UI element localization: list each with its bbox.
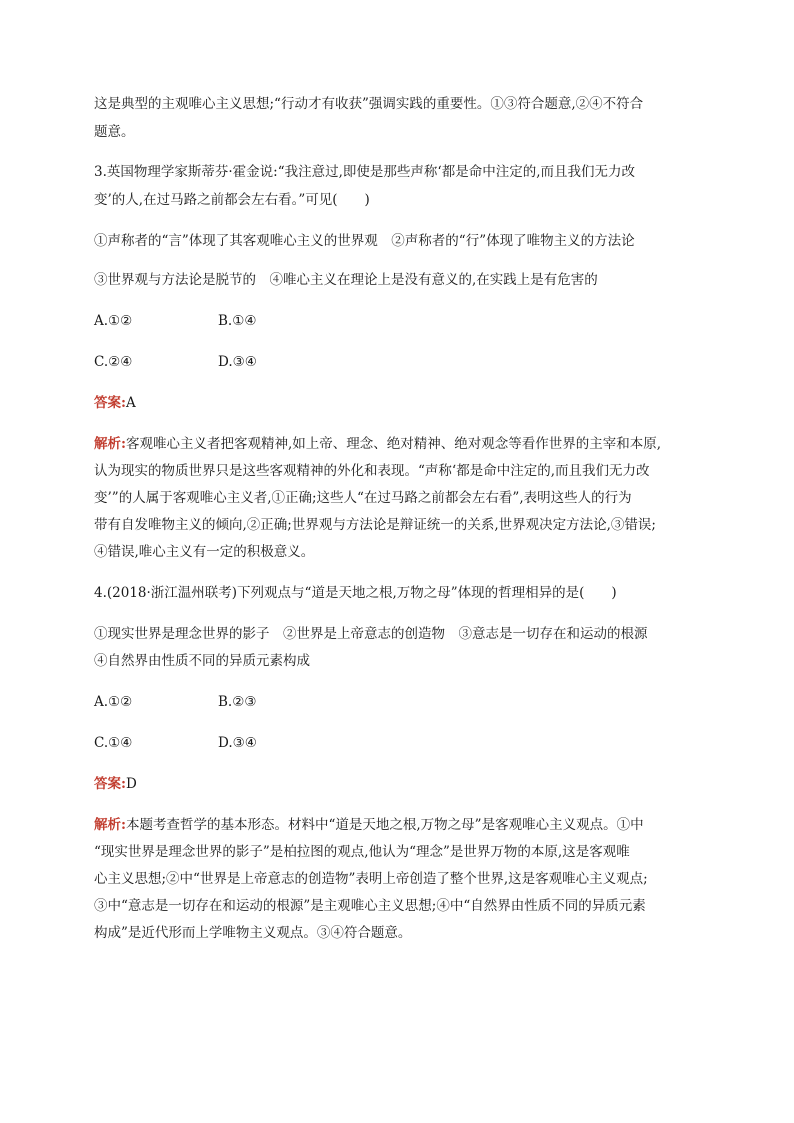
- carryover-line-2: 题意。: [94, 124, 135, 140]
- q3-stem-line-2: 变’的人,在过马路之前都会左右看。”可见( ): [94, 192, 370, 208]
- q4-option-a: A.①②: [94, 694, 133, 710]
- q3-analysis-line-4: 带有自发唯物主义的倾向,②正确;世界观与方法论是辩证统一的关系,世界观决定方法论,③错误;: [94, 517, 656, 533]
- q3-answer-label: 答案:: [94, 395, 126, 411]
- q4-analysis-line-1: 解析:本题考查哲学的基本形态。材料中“道是天地之根,万物之母”是客观唯心主义观点。①中: [94, 817, 644, 833]
- q4-items-line-2: ④自然界由性质不同的异质元素构成: [94, 653, 310, 669]
- q3-option-c: C.②④: [94, 354, 133, 370]
- q3-analysis-line-5: ④错误,唯心主义有一定的积极意义。: [94, 544, 315, 560]
- q4-analysis-line-5: 构成”是近代形而上学唯物主义观点。③④符合题意。: [94, 925, 412, 941]
- q4-answer-value: D: [125, 776, 137, 792]
- q4-stem: 4.(2018·浙江温州联考)下列观点与“道是天地之根,万物之母”体现的哲理相异的是( ): [94, 585, 617, 601]
- q4-analysis-label: 解析:: [94, 817, 126, 833]
- q3-analysis-line-1: 解析:客观唯心主义者把客观精神,如上帝、理念、绝对精神、绝对观念等看作世界的主宰和本原,: [94, 436, 662, 452]
- q4-answer-label: 答案:: [94, 776, 126, 792]
- q3-items-line-2: ③世界观与方法论是脱节的 ④唯心主义在理论上是没有意义的,在实践上是有危害的: [94, 272, 598, 288]
- q4-analysis-line-4: ③中“意志是一切存在和运动的根源”是主观唯心主义思想;④中“自然界由性质不同的异质元素: [94, 898, 646, 914]
- carryover-line-1: 这是典型的主观唯心主义思想;“行动才有收获”强调实践的重要性。①③符合题意,②④不符合: [94, 96, 644, 112]
- q4-analysis-line-2: “现实世界是理念世界的影子”是柏拉图的观点,他认为“理念”是世界万物的本原,这是客观唯: [94, 844, 630, 860]
- q4-option-b: B.②③: [218, 694, 257, 710]
- q4-analysis-line-3: 心主义思想;②中“世界是上帝意志的创造物”表明上帝创造了整个世界,这是客观唯心主义观点;: [94, 871, 648, 887]
- q4-option-c: C.①④: [94, 735, 133, 751]
- q3-option-b: B.①④: [218, 313, 257, 329]
- q3-analysis-label: 解析:: [94, 436, 126, 452]
- q3-answer: [94, 393, 136, 413]
- q4-items-line-1: ①现实世界是理念世界的影子 ②世界是上帝意志的创造物 ③意志是一切存在和运动的根源: [94, 626, 648, 642]
- q4-answer: [94, 774, 137, 794]
- q3-answer-value: A: [125, 395, 136, 411]
- q4-option-d: D.③④: [218, 735, 257, 751]
- q3-stem-line-1: 3.英国物理学家斯蒂芬·霍金说:“我注意过,即使是那些声称‘都是命中注定的,而且我们无力改: [94, 164, 635, 180]
- q3-analysis-line-2: 认为现实的物质世界只是这些客观精神的外化和表现。“声称‘都是命中注定的,而且我们无力改: [94, 463, 650, 479]
- q3-analysis-line-3: 变’”的人属于客观唯心主义者,①正确;这些人“在过马路之前都会左右看”,表明这些人的行为: [94, 490, 632, 506]
- q3-items-line-1: ①声称者的“言”体现了其客观唯心主义的世界观 ②声称者的“行”体现了唯物主义的方法论: [94, 233, 635, 249]
- q3-option-a: A.①②: [94, 313, 133, 329]
- q3-option-d: D.③④: [218, 354, 257, 370]
